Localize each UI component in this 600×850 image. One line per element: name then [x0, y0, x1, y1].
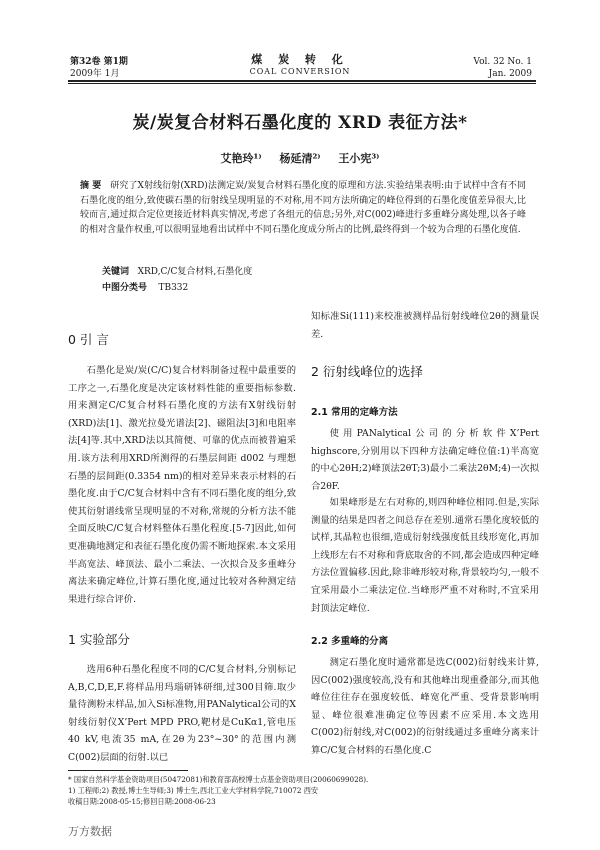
abstract — [80, 179, 526, 237]
header-journal: 煤 炭 转 化 COAL CONVERSION — [249, 53, 351, 76]
watermark: 万方数据 — [68, 825, 112, 838]
header-volume-cn: 第32卷 第1期 2009年 1月 — [70, 57, 128, 79]
section-0-title: 0 引 言 — [68, 332, 109, 347]
section-0-paragraph: 石墨化是炭/炭(C/C)复合材料制备过程中最重要的工序之一,石墨化度是决定该材料性能的重要指标参数.用来测定C/C复合材料石墨化度的方法有X射线衍射(XRD)法[1]、激光拉曼光谱法[2]、磁阻法[3]和电阻率法[4]等.其中,XRD法以其简便、可靠的优点而被普遍采用.该方法利用XRD所测得的石墨层间距 d002 与理想石墨的层间距(0.3354 nm)的相对差异来表示材料的石墨化度.由于C/C复合材料中含有不同石墨化度的组分,致使其衍射谱线常呈现明显的不对称,常规的分析方法不能全面反映C/C复合材料整体石墨化程度.[5-7]因此,如何更准确地测定和表征石墨化度仍需不断地探索.本文采用半高宽法、峰顶法、最小二乘法、一次拟合及多重峰分离法来确定峰位,计算石墨化度,通过比较对各种测定结果进行综合评价. — [68, 365, 296, 605]
paper-title: 炭/炭复合材料石墨化度的 XRD 表征方法* — [132, 113, 468, 133]
classification: 中图分类号 TB332 — [102, 283, 189, 293]
author-list: 艾艳玲¹⁾ 杨延清²⁾ 王小宪³⁾ — [220, 152, 380, 165]
section-1-title: 1 实验部分 — [68, 632, 130, 647]
footnote-fund: * 国家自然科学基金资助项目(50472081)和教育部高校博士点基金资助项目(20060699028). — [68, 775, 369, 784]
subsection-2-1-paragraph-1: 使用PANalytical公司的分析软件X’Pert highscore,分别用以下四种方法确定峰位值:1)半高宽的中心2θH;2)峰顶法2θT;3)最小二乘法2θM;4)一次拟合2θF. — [311, 428, 539, 492]
footnote-rule — [68, 770, 188, 771]
footnote-affiliation: 1) 工程师;2) 教授,博士生导师;3) 博士生,西北工业大学材料学院,710072 西安 — [68, 786, 319, 795]
abstract-text: 研究了X射线衍射(XRD)法测定炭/炭复合材料石墨化度的原理和方法.实验结果表明:由于试样中含有不同石墨化度的组分,致使碳石墨的衍射线呈现明显的不对称,用不同方法所确定的峰位得到的石墨化度值差异很大,比较而言,通过拟合定位更接近材料真实情况,考虑了各组元的信息;另外,对C(002)峰进行多重峰分离处理,以各子峰的相对含量作权重,可以很明显地看出试样中不同石墨化度成分所占的比例,最终得到一个较为合理的石墨化度值. — [80, 181, 526, 235]
right-continuation: 知标准Si(111)来校准被测样品衍射线峰位2θ的测量误差. — [311, 311, 539, 340]
header-rule-thin — [68, 83, 536, 84]
section-2-title: 2 衍射线峰位的选择 — [311, 364, 423, 379]
header-rule — [68, 80, 536, 82]
subsection-2-1-title: 2.1 常用的定峰方法 — [311, 407, 398, 418]
footnote-dates: 收稿日期:2008-05-15;修回日期:2008-06-23 — [68, 797, 216, 806]
subsection-2-1-paragraph-2: 如果峰形是左右对称的,则四种峰位相同.但是,实际测量的结果是四者之间总存在差别.通常石墨化度较低的试样,其晶粒也很细,造成衍射线强度低且线形宽化,再加上线形左右不对称和背底取舍的不同,都会造成四种定峰方法位置偏移.因此,除非峰形较对称,背景较均匀,一般不宜采用最小二乘法定位.当峰形严重不对称时,不宜采用封顶法定峰位. — [311, 497, 539, 614]
header-volume-en: Vol. 32 No. 1 Jan. 2009 — [473, 57, 532, 79]
footnotes — [68, 774, 538, 807]
subsection-2-2-title: 2.2 多重峰的分离 — [311, 636, 389, 647]
section-1-paragraph: 选用6种石墨化程度不同的C/C复合材料,分别标记A,B,C,D,E,F.将样品用玛瑙研钵研细,过300目筛.取少量待测粉末样品,加入Si标准物,用PANalytical公司的X射线衍射仪X’Pert MPD PRO,靶材是CuKα1,管电压40 kV,电流35 mA,在2θ为23°~30°的范围内测C(002)层面的衍射.以已 — [68, 664, 296, 763]
abstract-label: 摘 要 — [80, 181, 102, 191]
subsection-2-2-paragraph: 测定石墨化度时通常都是选C(002)衍射线来计算,因C(002)强度较高,没有和其他峰出现重叠部分,而其他峰位往往存在强度较低、峰宽化严重、受背景影响明显、峰位很难准确定位等因素不应采用.本文选用C(002)衍射线,对C(002)的衍射线通过多重峰分离来计算C/C复合材料的石墨化度.C — [311, 657, 539, 756]
keywords: 关键词 XRD,C/C复合材料,石墨化度 — [102, 267, 253, 277]
